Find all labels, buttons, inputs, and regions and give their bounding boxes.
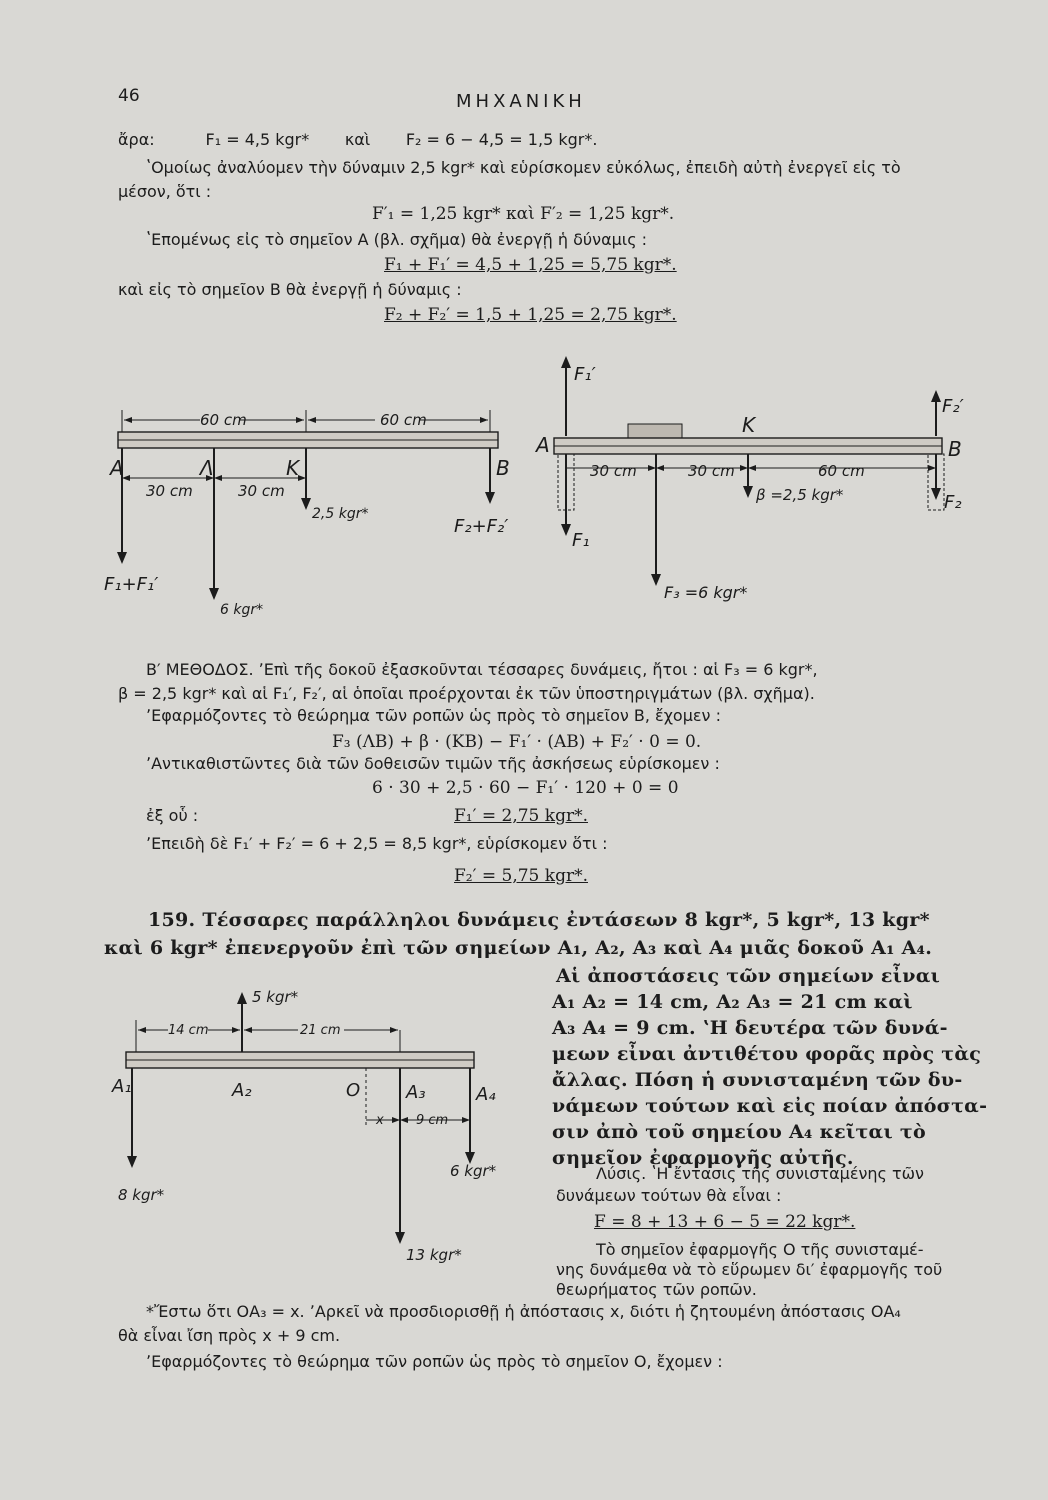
- point-label: K: [286, 456, 300, 480]
- point-label: K: [742, 413, 756, 437]
- text-line: ʼΑντικαθιστῶντες διὰ τῶν δοθεισῶν τιμῶν τῆς ἀσκήσεως εὑρίσκομεν :: [146, 754, 720, 773]
- dim-label: 30 cm: [238, 482, 285, 500]
- dim-label: 60 cm: [380, 411, 427, 429]
- text-line: ʼΕπειδὴ δὲ F₁′ + F₂′ = 6 + 2,5 = 8,5 kgr*, εὑρίσκομεν ὅτι :: [146, 834, 608, 853]
- dim-label: 30 cm: [590, 462, 637, 480]
- point-label: A: [110, 456, 124, 480]
- equation: 6 · 30 + 2,5 · 60 − F₁′ · 120 + 0 = 0: [372, 778, 679, 798]
- point-label: A: [536, 433, 550, 457]
- problem-statement: Α₁ Α₂ = 14 cm, Α₂ Α₃ = 21 cm καὶ: [552, 991, 913, 1013]
- problem-statement: καὶ 6 kgr* ἐπενεργοῦν ἐπὶ τῶν σημείων Α₁, Α₂, Α₃ καὶ Α₄ μιᾶς δοκοῦ Α₁ Α₄.: [104, 937, 933, 959]
- dim-label: 14 cm: [168, 1023, 209, 1038]
- page-number: 46: [118, 86, 140, 106]
- dim-label: 9 cm: [416, 1113, 449, 1128]
- point-label: B: [496, 456, 510, 480]
- force-label: F₂: [944, 492, 962, 513]
- text-line: θὰ εἶναι ἴση πρὸς x + 9 cm.: [118, 1326, 341, 1345]
- force-label: β =2,5 kgr*: [756, 486, 844, 504]
- text-line: ἄρα: F₁ = 4,5 kgr* καὶ F₂ = 6 − 4,5 = 1,5 kgr*.: [118, 130, 598, 149]
- text-line: ʽΟμοίως ἀναλύομεν τὴν δύναμιν 2,5 kgr* καὶ εὑρίσκομεν εὐκόλως, ἐπειδὴ αὐτὴ ἐνεργεῖ εἰς τὸ: [146, 158, 901, 177]
- force-label: 8 kgr*: [118, 1186, 165, 1204]
- text-line: ʼΕφαρμόζοντες τὸ θεώρημα τῶν ροπῶν ὡς πρὸς τὸ σημεῖον Ο, ἔχομεν :: [146, 1352, 723, 1371]
- text-line: ʽΕπομένως εἰς τὸ σημεῖον Α (βλ. σχῆμα) θὰ ἐνεργῇ ἡ δύναμις :: [146, 230, 648, 249]
- equation: F₁ + F₁′ = 4,5 + 1,25 = 5,75 kgr*.: [384, 255, 677, 275]
- dim-label: 60 cm: [200, 411, 247, 429]
- text-line: *Ἔστω ὅτι ΟΑ₃ = x. ʼΑρκεῖ νὰ προσδιορισθῇ ἡ ἀπόστασις x, διότι ἡ ζητουμένη ἀπόστασις ΟΑ₄: [146, 1302, 901, 1321]
- force-label: F₁: [572, 530, 590, 551]
- point-label: Λ: [200, 456, 214, 480]
- problem-statement: Α₃ Α₄ = 9 cm. ʽΗ δευτέρα τῶν δυνά-: [552, 1017, 948, 1039]
- equation: F₂ + F₂′ = 1,5 + 1,25 = 2,75 kgr*.: [384, 305, 677, 325]
- force-label: F₃ =6 kgr*: [664, 583, 748, 602]
- text-line: νης δυνάμεθα νὰ τὸ εὕρωμεν δι′ ἐφαρμογῆς τοῦ: [556, 1260, 943, 1279]
- point-label: B: [948, 437, 962, 461]
- dim-label: 21 cm: [300, 1023, 341, 1038]
- force-label: F₁′: [574, 364, 596, 385]
- problem-statement: σημεῖον ἐφαρμογῆς αὐτῆς.: [552, 1147, 854, 1169]
- dim-label: x: [376, 1113, 384, 1128]
- text-line: δυνάμεων τούτων θὰ εἶναι :: [556, 1186, 782, 1205]
- force-label: 2,5 kgr*: [312, 506, 369, 522]
- problem-statement: σιν ἀπὸ τοῦ σημείου Α₄ κεῖται τὸ: [552, 1121, 926, 1143]
- equation: F₂′ = 5,75 kgr*.: [454, 866, 588, 886]
- text-line: Τὸ σημεῖον ἐφαρμογῆς Ο τῆς συνισταμέ-: [596, 1240, 924, 1259]
- equation: F₁′ = 2,75 kgr*.: [454, 806, 588, 826]
- problem-statement: Αἱ ἀποστάσεις τῶν σημείων εἶναι: [556, 965, 941, 987]
- problem-statement: 159. Τέσσαρες παράλληλοι δυνάμεις ἐντάσεων 8 kgr*, 5 kgr*, 13 kgr*: [148, 909, 930, 931]
- force-label: F₂′: [942, 396, 964, 417]
- text-line: καὶ εἰς τὸ σημεῖον Β θὰ ἐνεργῇ ἡ δύναμις :: [118, 280, 462, 299]
- equation: F′₁ = 1,25 kgr* καὶ F′₂ = 1,25 kgr*.: [372, 204, 675, 224]
- point-label: O: [346, 1080, 361, 1101]
- force-label: 6 kgr*: [220, 602, 264, 618]
- problem-statement: ἄλλας. Πόση ἡ συνισταμένη τῶν δυ-: [552, 1069, 963, 1091]
- force-label: 13 kgr*: [406, 1246, 462, 1264]
- running-title: ΜΗΧΑΝΙΚΗ: [456, 91, 586, 112]
- point-label: A₄: [476, 1084, 496, 1105]
- dim-label: 30 cm: [688, 462, 735, 480]
- dim-label: 60 cm: [818, 462, 865, 480]
- problem-statement: νάμεων τούτων καὶ εἰς ποίαν ἀπόστα-: [552, 1095, 988, 1117]
- text-line: ʼΕφαρμόζοντες τὸ θεώρημα τῶν ροπῶν ὡς πρὸς τὸ σημεῖον Β, ἔχομεν :: [146, 706, 721, 725]
- text-line: Β′ ΜΕΘΟΔΟΣ. ʼΕπὶ τῆς δοκοῦ ἐξασκοῦνται τέσσαρες δυνάμεις, ἤτοι : αἱ F₃ = 6 kgr*,: [146, 660, 818, 679]
- point-label: A₃: [406, 1082, 426, 1103]
- force-label: F₂+F₂′: [454, 516, 509, 537]
- force-label: 6 kgr*: [450, 1162, 497, 1180]
- problem-statement: μεων εἶναι ἀντιθέτου φορᾶς πρὸς τὰς: [552, 1043, 982, 1065]
- point-label: A₂: [232, 1080, 252, 1101]
- dim-label: 30 cm: [146, 482, 193, 500]
- text-line: Λύσις. ʽΗ ἔντασις τῆς συνισταμένης τῶν: [596, 1164, 924, 1183]
- text-line: ἐξ οὗ :: [146, 806, 199, 825]
- text-line: μέσον, ὅτι :: [118, 182, 212, 201]
- text-line: θεωρήματος τῶν ροπῶν.: [556, 1280, 757, 1299]
- point-label: A₁: [112, 1076, 132, 1097]
- text-line: β = 2,5 kgr* καὶ αἱ F₁′, F₂′, αἱ ὁποῖαι προέρχονται ἐκ τῶν ὑποστηριγμάτων (βλ. σχῆμα).: [118, 684, 815, 703]
- equation: F = 8 + 13 + 6 − 5 = 22 kgr*.: [594, 1212, 856, 1232]
- force-label: F₁+F₁′: [104, 574, 159, 595]
- equation: F₃ (ΛΒ) + β · (ΚΒ) − F₁′ · (ΑΒ) + F₂′ · 0 = 0.: [332, 732, 702, 752]
- force-label: 5 kgr*: [252, 988, 299, 1006]
